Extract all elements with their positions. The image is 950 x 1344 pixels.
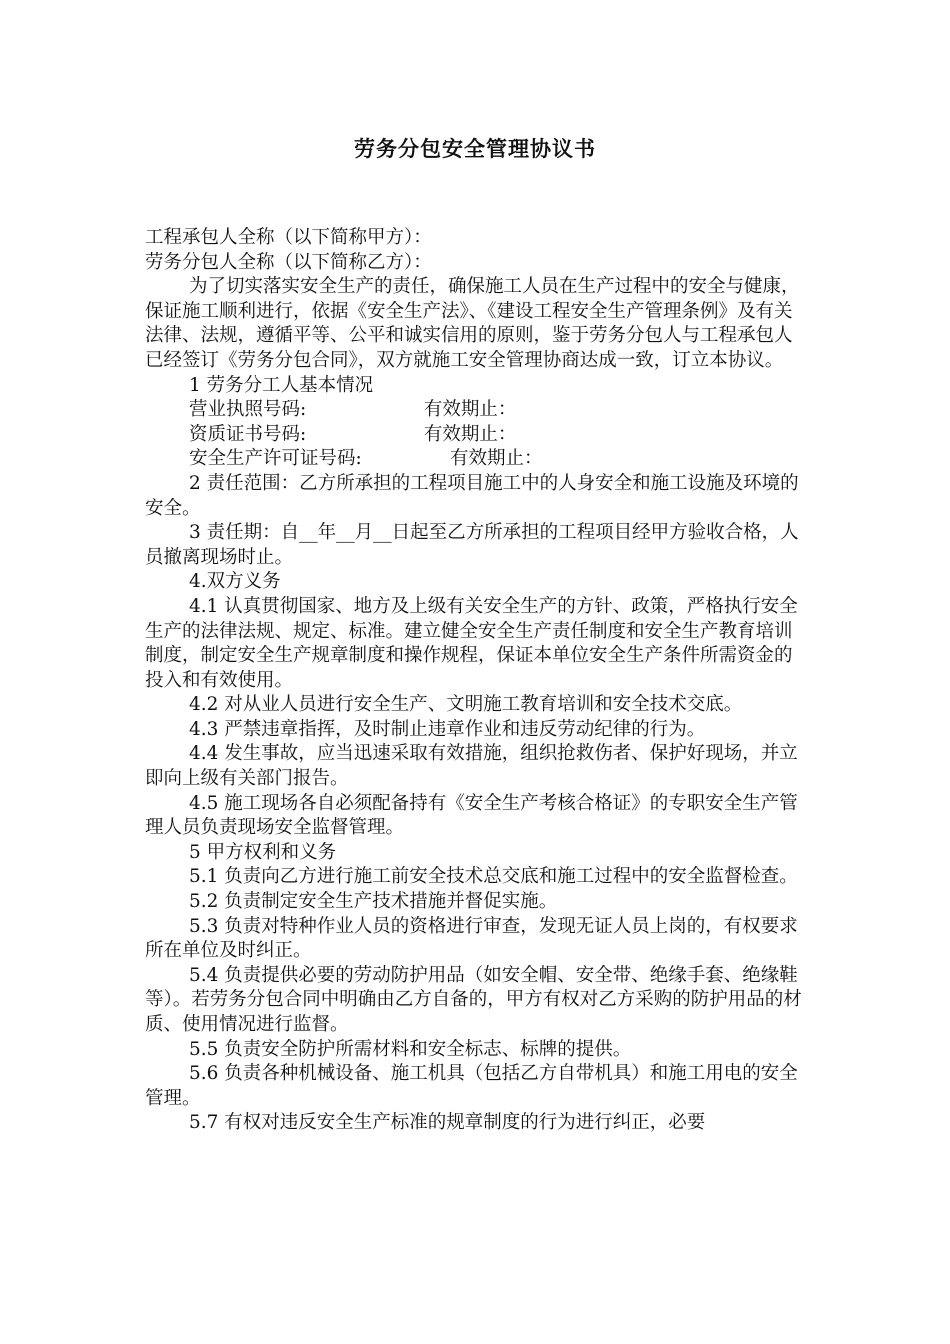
paragraph: 5.3 负责对特种作业人员的资格进行审查，发现无证人员上岗的，有权要求所在单位及时纠正。 [145, 915, 798, 962]
paragraph: 4.5 施工现场各自必须配备持有《安全生产考核合格证》的专职安全生产管理人员负责现场安全监督管理。 [145, 792, 798, 839]
paragraph: 为了切实落实安全生产的责任，确保施工人员在生产过程中的安全与健康，保证施工顺利进行，依据《安全生产法》、《建设工程安全生产管理条例》及有关法律、法规，遵循平等、公平和诚实信用的原则，鉴于劳务分包人与工程承包人已经签订《劳务分包合同》，双方就施工安全管理协商达成一致，订立本协议。 [145, 276, 800, 371]
paragraph: 工程承包人全称（以下简称甲方）： [145, 227, 432, 248]
paragraph: 4.4 发生事故，应当迅速采取有效措施，组织抢救伤者、保护好现场，并立即向上级有关部门报告。 [145, 743, 798, 790]
paragraph: 资质证书号码: 有效期止： [189, 423, 517, 445]
paragraph: 5.2 负责制定安全生产技术措施并督促实施。 [189, 891, 558, 913]
paragraph: 5.1 负责向乙方进行施工前安全技术总交底和施工过程中的安全监督检查。 [189, 866, 798, 888]
paragraph: 5.4 负责提供必要的劳动防护用品（如安全帽、安全带、绝缘手套、绝缘鞋等）。若劳务分包合同中明确由乙方自备的，甲方有权对乙方采购的防护用品的材质、使用情况进行监督。 [145, 964, 802, 1035]
paragraph: 安全生产许可证号码: 有效期止： [189, 448, 543, 470]
paragraph: 3 责任期：自__年__月__日起至乙方所承担的工程项目经甲方验收合格，人员撤离现场时止。 [145, 522, 799, 568]
paragraph: 5.6 负责各种机械设备、施工机具（包括乙方自带机具）和施工用电的安全管理。 [145, 1063, 798, 1109]
paragraph: 4.3 严禁违章指挥，及时制止违章作业和违反劳动纪律的行为。 [189, 718, 706, 740]
document-body [145, 226, 810, 1136]
paragraph: 4.双方义务 [189, 571, 281, 593]
document-title: 劳务分包安全管理协议书 [354, 136, 596, 161]
paragraph: 5.5 负责安全防护所需材料和安全标志、标牌的提供。 [189, 1038, 632, 1060]
paragraph: 营业执照号码: 有效期止： [189, 399, 517, 421]
paragraph: 1 劳务分工人基本情况 [189, 374, 374, 396]
paragraph: 劳务分包人全称（以下简称乙方）： [145, 251, 432, 273]
paragraph: 2 责任范围：乙方所承担的工程项目施工中的人身安全和施工设施及环境的安全。 [145, 472, 799, 519]
paragraph: 4.1 认真贯彻国家、地方及上级有关安全生产的方针、政策，严格执行安全生产的法律法规、规定、标准。建立健全安全生产责任制度和安全生产教育培训制度，制定安全生产规章制度和操作规程，保证本单位安全生产条件所需资金的投入和有效使用。 [145, 595, 798, 691]
paragraph: 5.7 有权对违反安全生产标准的规章制度的行为进行纠正，必要 [189, 1112, 706, 1134]
paragraph: 5 甲方权利和义务 [189, 841, 337, 863]
paragraph: 4.2 对从业人员进行安全生产、文明施工教育培训和安全技术交底。 [189, 694, 743, 716]
